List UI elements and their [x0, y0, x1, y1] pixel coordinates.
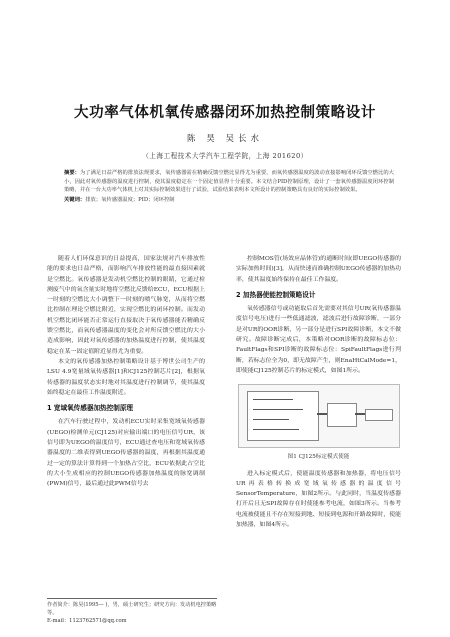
- right-paragraph-1: 控制MOS管(场效应晶体管)的通断时间(即UEGO传感器的实际加热时间)[3]，从而快速而准确控制UEGO传感器的加热功率，使其温度始终保持在最佳工作温度。: [236, 256, 401, 283]
- diagram-block-logic: [327, 403, 357, 427]
- paper-title: 大功率气体机氧传感器闭环加热控制策略设计: [74, 105, 376, 121]
- author-email: E-mail：1123762571@qq.com: [47, 618, 127, 625]
- figure-1-diagram: [238, 384, 400, 448]
- keywords-text: 排放；氧传感器温度；PID；闭环控制: [85, 196, 175, 203]
- affiliation: （上海工程技术大学汽车工程学院，上海 201620）: [142, 152, 308, 160]
- abstract-text: 为了满足日益严格的排放法规要求，氧传感器需在精确反馈空燃比显得尤为重要，而氧传感器温度的波动直接影响闭环反馈空燃比的大小，因此对氧传感器的温度进行控制，使其温度稳定在一个固定值显得十分重要。本文结合PID控制原理，设计了一套氧传感器温度闭环控制策略，并在一台大功率气体机上对其实际控制效果进行了试验，试验结果表明本文所设计的控制策略具有良好的实际控制效果。: [64, 170, 394, 194]
- footnote: [47, 598, 217, 626]
- keywords: [64, 196, 394, 205]
- section1-paragraph: 在汽车行驶过程中，发动机ECU实时采集宽域氧传感器(UEGO)检测单元(CJ125)对应输出端口的电压信号UR，该信号即为UEGO的温度信号，ECU通过查电压和宽域氧传感器温度的二维表得到UEGO传感器的温度，再根据其温度通过一定的算法计算得到一个加热占空比，ECU依据此占空比的大小生成相应的控制UEGO传感器加热温度的脉宽调制(PWM)信号，最后通过此PWM信号去: [47, 419, 205, 488]
- keywords-label: 关键词：: [64, 196, 86, 203]
- intro-paragraph-1: 随着人们环保意识的日益提高，国家法规对汽车排放性能的要求也日益严格，而影响汽车排放性能的最直接因素就是空燃比。氧传感器是发动机空燃比控制的眼睛，它通过检测废气中的氧含量实时地将空燃比反馈给ECU，ECU根据上一时刻的空燃比大小调整下一时刻的喷气脉宽，从而将空燃比控制在理论空燃比附近，实现空燃比的闭环控制。而发动机空燃比闭环能否正常运行直接取决于氧传感器能否精确反馈空燃比，而氧传感器温度的变化会对所反馈空燃比的大小造成影响，因此对氧传感器的加热温度进行控制，使其温度稳定在某一固定值附近显得尤为重要。: [47, 256, 205, 355]
- diagram-line: [253, 429, 299, 430]
- left-column: [47, 254, 205, 490]
- authors: 陈 昊 吴长水: [187, 134, 263, 144]
- intro-paragraph-2: 本文的氧传感器加热控制策略设计基于博世公司生产的LSU 4.9宽量域氧传感器[1]和CJ125控制芯片[2]，根据氧传感器的温度状态实时地对其温度进行控制调节，使其温度始终稳定在最佳工作温度附近。: [47, 358, 205, 396]
- right-column: [236, 254, 401, 530]
- diagram-line: [317, 413, 327, 415]
- abstract-body: [64, 169, 394, 195]
- section-heading-1: 1 宽域氧传感器加热控制原理: [47, 404, 134, 413]
- section-heading-2: 2 加热器使能控制策略设计: [236, 290, 316, 299]
- diagram-line: [253, 409, 303, 410]
- abstract: [64, 169, 394, 204]
- section2-paragraph: 氧传感器信号或功能取后首先需要对其信号UR(氧传感器温度信号电压)进行一些低通滤波，滤波后进行故障诊断，一部分是对UR的OOR诊断，另一部分是进行SPI故障诊断，本文不做研究。故障诊断完成后，本策略对OOR诊断的故障标志位：FaultFlags和SPI诊断的故障标志位：SpiFaultFlags进行判断，若标志位全为0，即无故障产生，则EnaHtCalMode=1，即使能CJ125控制芯片的标定模式，如图1所示。: [236, 306, 401, 374]
- author-bio: 作者简介：陈昊(1995— )，男，硕士研究生；研究方向：发动机电控策略等。: [47, 602, 217, 617]
- right-paragraph-3: 进入标定模式后，使能温度传感器和加热器，将电压信号UR再表格转换成宽域氧传感器的温度信号SensorTemperature，如图2所示。与此同时，当温度传感器打开后且无SPI故障存在时使能参考电流，如图3所示。当参考电流被使能且不存在短接到地、短接到电源和开路故障时，使能加热器，如图4所示。: [236, 470, 401, 529]
- diagram-block-output: [365, 409, 393, 421]
- abstract-label: 摘要：: [64, 170, 80, 176]
- diagram-line: [253, 419, 289, 420]
- figure-1-caption: 图1 CJ125标定模式使能: [287, 454, 350, 461]
- diagram-line: [253, 399, 293, 400]
- diagram-line: [355, 413, 365, 415]
